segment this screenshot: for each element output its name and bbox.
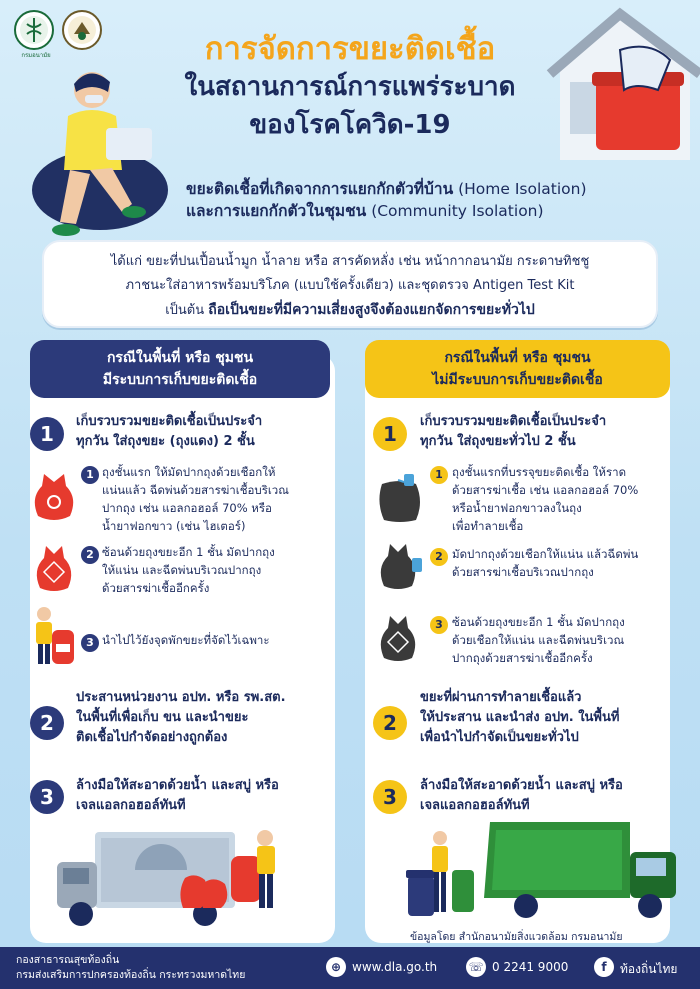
right-step2-line3: เพื่อนำไปกำจัดเป็นขยะทั่วไป: [420, 730, 579, 745]
subhead-line1-en: (Home Isolation): [458, 180, 587, 198]
right-step2-line2: ให้ประสาน และนำส่ง อปท. ในพื้นที่: [420, 710, 620, 725]
left-step3-text: [76, 776, 331, 816]
red-bag-tied-icon: [30, 542, 78, 594]
left-step3-line1: ล้างมือให้สะอาดด้วยน้ำ และสบู่ หรือ: [76, 778, 279, 793]
footer-facebook[interactable]: ท้องถิ่นไทย: [620, 962, 678, 976]
moph-logo: [14, 10, 54, 59]
left-head-line2: มีระบบการเก็บขยะติดเชื้อ: [102, 372, 258, 388]
left-step2-number: 2: [30, 706, 64, 740]
left-step1-number: 1: [30, 417, 64, 451]
left-column-header: [30, 340, 330, 398]
right-step2-number: 2: [373, 706, 407, 740]
info-line3-prefix: เป็นต้น: [165, 303, 205, 318]
red-biohazard-bag-icon: [30, 468, 78, 524]
moph-emblem-icon: [16, 12, 52, 48]
right-sub1-text: [452, 463, 670, 535]
left-sub3-text: [102, 631, 334, 649]
logo1-caption: กรมอนามัย: [21, 52, 51, 59]
left-sub1-text: [102, 463, 334, 535]
black-bag-double-icon: [374, 612, 426, 666]
black-bag-spray-icon: [374, 470, 426, 524]
left-sub2-line2: ให้แน่น และฉีดพ่นบริเวณปากถุง: [102, 563, 262, 577]
right-step1-text: [420, 412, 670, 452]
right-step2-line1: ขยะที่ผ่านการทำลายเชื้อแล้ว: [420, 690, 582, 705]
footer-org-line2: กรมส่งเสริมการปกครองท้องถิ่น กระทรวงมหาดไทย: [16, 969, 246, 981]
left-step2-text: [76, 688, 331, 748]
left-sub1-line4: น้ำยาฟอกขาว (เช่น ไฮเตอร์): [102, 519, 246, 533]
left-sub2-number: 2: [81, 546, 99, 564]
footer-website[interactable]: www.dla.go.th: [352, 960, 438, 974]
right-sub2-line1: มัดปากถุงด้วยเชือกให้แน่น แล้วฉีดพ่น: [452, 547, 639, 561]
left-sub1-number: 1: [81, 466, 99, 484]
info-line2: ภาชนะใส่อาหารพร้อมบริโภค (แบบใช้ครั้งเดียว) และชุดตรวจ Antigen Test Kit: [125, 278, 575, 293]
person-laptop-illustration: [30, 62, 180, 252]
right-step1-line2: ทุกวัน ใส่ถุงขยะทั่วไป 2 ชั้น: [420, 434, 576, 449]
left-step1-text: [76, 412, 331, 452]
garbage-truck-illustration: [400, 812, 682, 922]
right-sub1-number: 1: [430, 466, 448, 484]
left-sub2-line1: ซ้อนด้วยถุงขยะอีก 1 ชั้น มัดปากถุง: [102, 545, 275, 559]
left-sub3-number: 3: [81, 634, 99, 652]
right-sub1-line3: หรือน้ำยาฟอกขาวลงในถุง: [452, 501, 582, 515]
left-sub2-text: [102, 543, 334, 597]
subhead-line2-en: (Community Isolation): [371, 202, 544, 220]
facebook-icon: f: [594, 957, 614, 977]
footer-phone[interactable]: 0 2241 9000: [492, 960, 569, 974]
right-sub1-line4: เพื่อทำลายเชื้อ: [452, 519, 524, 533]
right-sub3-text: [452, 613, 670, 667]
right-step3-line2: เจลแอลกอฮอล์ทันที: [420, 798, 530, 813]
dla-emblem-icon: [64, 12, 100, 48]
title-line1: การจัดการขยะติดเชื้อ: [204, 31, 496, 67]
left-sub2-line3: ด้วยสารฆ่าเชื้ออีกครั้ง: [102, 581, 210, 595]
subhead-line2-bold: และการแยกกักตัวในชุมชน: [186, 202, 367, 220]
right-sub2-number: 2: [430, 548, 448, 566]
title-line3: ของโรคโควิด-19: [249, 110, 451, 140]
subheading: [186, 178, 696, 222]
right-head-line1: กรณีในพื้นที่ หรือ ชุมชน: [444, 350, 591, 366]
info-line3-bold: ถือเป็นขยะที่มีความเสี่ยงสูงจึงต้องแยกจัดการขยะทั่วไป: [208, 302, 535, 318]
house-bin-illustration: [540, 0, 700, 160]
footer-bar: [0, 947, 700, 989]
left-sub1-line2: แน่นแล้ว ฉีดพ่นด้วยสารฆ่าเชื้อบริเวณ: [102, 483, 289, 497]
footer-org-line1: กองสาธารณสุขท้องถิ่น: [16, 954, 120, 966]
info-line1: ได้แก่ ขยะที่ปนเปื้อนน้ำมูก น้ำลาย หรือ สารคัดหลั่ง เช่น หน้ากากอนามัย กระดาษทิชชู: [110, 254, 590, 269]
right-step1-line1: เก็บรวบรวมขยะติดเชื้อเป็นประจำ: [420, 414, 607, 429]
left-sub3-line1: นำไปไว้ยังจุดพักขยะที่จัดไว้เฉพาะ: [102, 633, 270, 647]
subhead-line1-bold: ขยะติดเชื้อที่เกิดจากการแยกกักตัวที่บ้าน: [186, 180, 454, 198]
right-sub3-line2: ด้วยเชือกให้แน่น และฉีดพ่นบริเวณ: [452, 633, 625, 647]
source-credit: ข้อมูลโดย สำนักอนามัยสิ่งแวดล้อม กรมอนามัย: [410, 931, 623, 943]
right-sub1-line2: ด้วยสารฆ่าเชื้อ เช่น แอลกอฮอล์ 70%: [452, 483, 639, 497]
collection-truck-illustration: [55, 822, 285, 932]
right-sub3-line1: ซ้อนด้วยถุงขยะอีก 1 ชั้น มัดปากถุง: [452, 615, 625, 629]
title-line2: ในสถานการณ์การแพร่ระบาด: [184, 72, 516, 102]
right-step3-number: 3: [373, 780, 407, 814]
black-bag-tied-icon: [374, 540, 426, 594]
right-sub1-line1: ถุงชั้นแรกที่บรรจุขยะติดเชื้อ ให้ราด: [452, 465, 627, 479]
dla-logo: [62, 10, 102, 50]
page-title: [160, 30, 540, 144]
phone-icon: ☏: [466, 957, 486, 977]
definition-box: [42, 240, 658, 328]
left-step1-line2: ทุกวัน ใส่ถุงขยะ (ถุงแดง) 2 ชั้น: [76, 434, 255, 449]
left-head-line1: กรณีในพื้นที่ หรือ ชุมชน: [106, 350, 254, 366]
right-step3-line1: ล้างมือให้สะอาดด้วยน้ำ และสบู่ หรือ: [420, 778, 623, 793]
left-step1-line1: เก็บรวบรวมขยะติดเชื้อเป็นประจำ: [76, 414, 263, 429]
right-sub3-line3: ปากถุงด้วยสารฆ่าเชื้ออีกครั้ง: [452, 651, 593, 665]
globe-icon: ⊕: [326, 957, 346, 977]
left-sub1-line1: ถุงชั้นแรก ให้มัดปากถุงด้วยเชือกให้: [102, 465, 276, 479]
left-step3-number: 3: [30, 780, 64, 814]
right-sub2-text: [452, 545, 670, 581]
right-step2-text: [420, 688, 670, 748]
left-step2-line2: ในพื้นที่เพื่อเก็บ ขน และนำขยะ: [76, 710, 249, 725]
left-sub1-line3: ปากถุง เช่น แอลกอฮอล์ 70% หรือ: [102, 501, 272, 515]
right-sub3-number: 3: [430, 616, 448, 634]
right-step1-number: 1: [373, 417, 407, 451]
right-step3-text: [420, 776, 670, 816]
worker-with-bin-icon: [30, 604, 78, 666]
left-step2-line3: ติดเชื้อไปกำจัดอย่างถูกต้อง: [76, 730, 228, 745]
right-head-line2: ไม่มีระบบการเก็บขยะติดเชื้อ: [432, 372, 603, 388]
right-column-header: [365, 340, 670, 398]
left-step2-line1: ประสานหน่วยงาน อปท. หรือ รพ.สต.: [76, 690, 286, 705]
right-sub2-line2: ด้วยสารฆ่าเชื้อบริเวณปากถุง: [452, 565, 594, 579]
footer-org: [16, 953, 245, 983]
left-step3-line2: เจลแอลกอฮอล์ทันที: [76, 798, 186, 813]
